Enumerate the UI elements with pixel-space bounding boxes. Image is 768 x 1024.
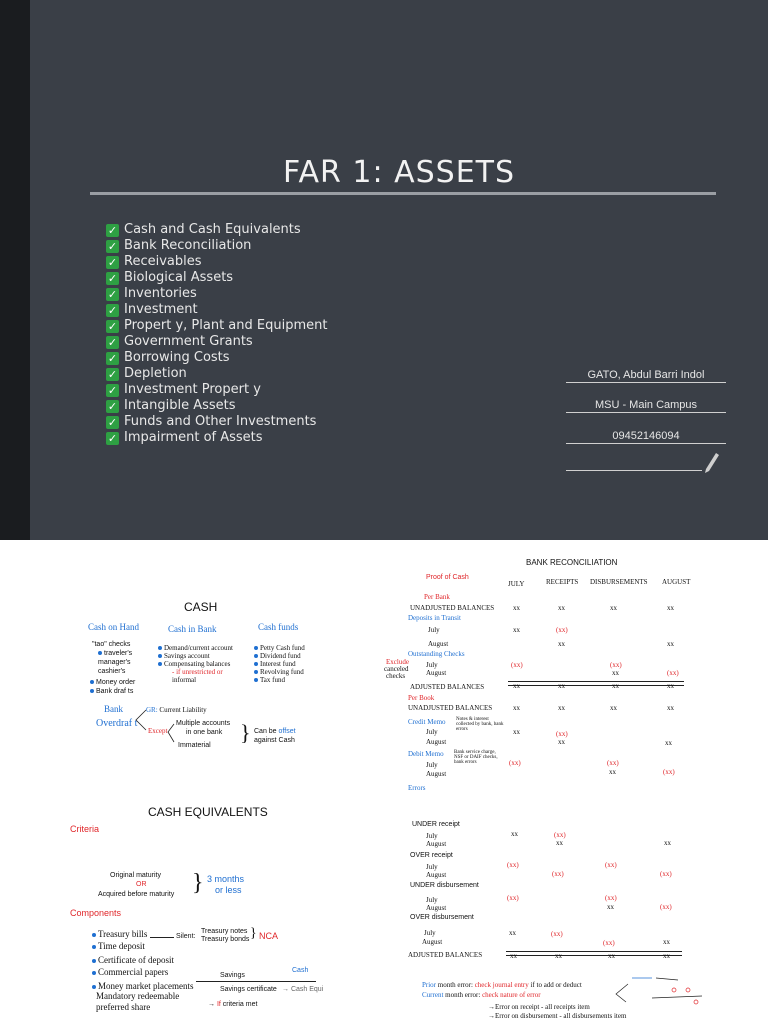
row-label: August — [422, 938, 443, 946]
topic-item: ✓ Propert y, Plant and Equipment — [107, 318, 328, 333]
cell: xx — [558, 604, 565, 612]
savings-line — [196, 981, 316, 982]
cash-label: Cash — [292, 967, 309, 974]
total-rule — [508, 681, 684, 686]
overdraft-label: Overdraf t — [96, 718, 138, 729]
silent-label: Silent: — [176, 933, 196, 940]
row-label: August — [426, 669, 447, 677]
cell: (xx) — [556, 626, 568, 634]
cell: xx — [556, 839, 563, 847]
cell: xx — [558, 640, 565, 648]
cell: xx — [558, 682, 565, 690]
in-bank-list: Demand/current account Savings account Compensating balances - if unrestricted or informal — [158, 644, 233, 684]
brace: } — [240, 720, 251, 745]
signature-line — [566, 470, 702, 471]
cell: xx — [558, 704, 565, 712]
notes-page — [0, 540, 768, 1024]
components-list: Treasury bills Time deposit Certificate of deposit Commercial papers Money market placements — [92, 928, 193, 992]
cell: (xx) — [551, 930, 563, 938]
cell: xx — [607, 903, 614, 911]
row-label: July — [428, 626, 440, 634]
col-august: AUGUST — [662, 578, 691, 586]
outstanding-checks: Outstanding Checks — [408, 650, 465, 658]
cell: xx — [667, 682, 674, 690]
cell: xx — [667, 640, 674, 648]
nca-label: NCA — [259, 931, 279, 941]
title-slide — [30, 0, 768, 540]
cell: xx — [663, 952, 670, 960]
cell: (xx) — [605, 861, 617, 869]
under-disbursement: UNDER disbursement — [410, 882, 479, 889]
check-mark-icon: ✓ — [107, 223, 118, 237]
cell: xx — [513, 728, 520, 736]
cell: xx — [608, 952, 615, 960]
topic-item: ✓ Bank Reconciliation — [107, 238, 252, 253]
deposits-in-transit: Deposits in Transit — [408, 614, 461, 622]
cash-title: CASH — [184, 600, 218, 614]
check-mark-icon: ✓ — [107, 319, 118, 333]
or-less: or less — [215, 885, 242, 895]
cell: (xx) — [507, 861, 519, 869]
cell: xx — [511, 830, 518, 838]
over-disbursement: OVER disbursement — [410, 914, 474, 921]
cell: (xx) — [605, 894, 617, 902]
row-label: July — [426, 896, 438, 904]
credit-memo-note: Notes & interest collected by bank, bank errors — [456, 717, 504, 732]
cell: (xx) — [556, 730, 568, 738]
cell: (xx) — [667, 669, 679, 677]
cell: xx — [513, 682, 520, 690]
if-criteria: → If criteria met — [208, 1001, 258, 1008]
row-label: July — [426, 661, 438, 669]
cell: xx — [665, 739, 672, 747]
cell: (xx) — [507, 894, 519, 902]
cash-on-hand-heading: Cash on Hand — [88, 622, 139, 632]
row-label: August — [426, 738, 447, 746]
topic-item: ✓ Investment — [107, 302, 198, 317]
cell: (xx) — [663, 768, 675, 776]
cell: xx — [609, 768, 616, 776]
unadjusted-book: UNADJUSTED BALANCES — [408, 704, 493, 712]
criteria-label: Criteria — [70, 824, 100, 834]
check-mark-icon: ✓ — [107, 255, 118, 269]
cash-in-bank-heading: Cash in Bank — [168, 624, 217, 634]
row-label: July — [426, 728, 438, 736]
in-one-bank: in one bank — [186, 729, 223, 736]
cell: xx — [664, 839, 671, 847]
against-cash: against Cash — [254, 737, 295, 744]
proof-of-cash: Proof of Cash — [426, 574, 469, 581]
disbursement-error-note: →Error on disbursement - all disbursements item — [488, 1012, 627, 1020]
treasury-notes: Treasury notes — [201, 928, 248, 935]
topic-item: ✓ Biological Assets — [107, 270, 234, 285]
canceled-label: canceled — [384, 665, 409, 673]
cell: xx — [555, 952, 562, 960]
topic-item: ✓ Government Grants — [107, 334, 253, 349]
cell: (xx) — [603, 939, 615, 947]
prior-note: Prior month error: check journal entry if to add or deduct — [422, 981, 582, 989]
row-label: August — [426, 904, 447, 912]
pen-icon — [704, 452, 720, 472]
cash-funds-list: Petty Cash fund Dividend fund Interest fund Revolving fund Tax fund — [254, 644, 305, 684]
check-mark-icon: ✓ — [107, 271, 118, 285]
row-label: August — [426, 770, 447, 778]
topic-item: ✓ Receivables — [107, 254, 202, 269]
check-mark-icon: ✓ — [107, 431, 118, 445]
check-mark-icon: ✓ — [107, 383, 118, 397]
check-mark-icon: ✓ — [107, 335, 118, 349]
adjusted-book: ADJUSTED BALANCES — [408, 951, 483, 959]
three-months: 3 months — [207, 874, 245, 884]
bank-label: Bank — [104, 704, 123, 714]
current-note: Current month error: check nature of error — [422, 991, 541, 999]
cash-equi-label: → Cash Equi — [282, 986, 324, 993]
exclude-label: Exclude — [386, 658, 409, 666]
row-label: July — [426, 832, 438, 840]
overdraft-branches — [134, 708, 182, 750]
on-hand-list: "tao" checks traveler's manager's cashier's Money order Bank draf ts — [92, 641, 136, 695]
cell: (xx) — [509, 759, 521, 767]
check-mark-icon: ✓ — [107, 415, 118, 429]
topic-item: ✓ Inventories — [107, 286, 197, 301]
cell: xx — [509, 929, 516, 937]
cell: xx — [558, 738, 565, 746]
cell: (xx) — [660, 903, 672, 911]
title-divider — [90, 192, 716, 195]
check-mark-icon: ✓ — [107, 287, 118, 301]
cash-funds-heading: Cash funds — [258, 622, 299, 632]
topic-item: ✓ Borrowing Costs — [107, 350, 230, 365]
col-july: JULY — [508, 580, 525, 588]
row-label: August — [426, 871, 447, 879]
acquired-before: Acquired before maturity — [98, 891, 175, 898]
cell: xx — [513, 604, 520, 612]
check-mark-icon: ✓ — [107, 367, 118, 381]
cell: (xx) — [511, 661, 523, 669]
over-receipt: OVER receipt — [410, 852, 453, 859]
components-label: Components — [70, 908, 122, 918]
or-label: OR — [136, 881, 147, 888]
cell: xx — [612, 669, 619, 677]
check-mark-icon: ✓ — [107, 303, 118, 317]
per-book: Per Book — [408, 694, 435, 702]
credit-memo: Credit Memo — [408, 718, 446, 726]
campus-name: MSU - Main Campus — [566, 399, 726, 413]
row-label: July — [424, 929, 436, 937]
check-mark-icon: ✓ — [107, 399, 118, 413]
offset-note: Can be offset — [254, 728, 296, 735]
topic-list — [106, 222, 327, 446]
check-mark-icon: ✓ — [107, 351, 118, 365]
gr-note: GR: Current Liability — [146, 706, 207, 714]
cell: xx — [667, 704, 674, 712]
row-label: July — [426, 761, 438, 769]
topic-item: ✓ Cash and Cash Equivalents — [107, 222, 301, 237]
cell: (xx) — [610, 661, 622, 669]
cell: xx — [513, 626, 520, 634]
cell: (xx) — [660, 870, 672, 878]
immaterial-label: Immaterial — [178, 742, 211, 749]
cash-equivalents-title: CASH EQUIVALENTS — [148, 805, 268, 819]
error-flow-diagram — [612, 968, 722, 1010]
cell: xx — [513, 704, 520, 712]
receipt-error-note: →Error on receipt - all receipts item — [488, 1003, 590, 1011]
multiple-accounts: Multiple accounts — [176, 720, 231, 727]
original-maturity: Original maturity — [110, 872, 161, 879]
row-label: August — [426, 840, 447, 848]
savings-label: Savings — [220, 972, 245, 979]
criteria-brace: } — [192, 870, 204, 896]
debit-memo-note: Bank service charge, NSF or DAIF checks, bank errors — [454, 750, 498, 765]
col-disbursements: DISBURSEMENTS — [590, 578, 648, 586]
row-label: August — [428, 640, 449, 648]
errors-label: Errors — [408, 784, 426, 792]
phone-number: 09452146094 — [566, 430, 726, 444]
cell: (xx) — [552, 870, 564, 878]
nca-brace: } — [250, 926, 257, 941]
col-receipts: RECEIPTS — [546, 578, 579, 586]
cell: xx — [510, 952, 517, 960]
mandatory-item: Mandatory redeemable preferred share — [96, 991, 180, 1012]
cell: xx — [610, 704, 617, 712]
cell: xx — [667, 604, 674, 612]
topic-item: ✓ Funds and Other Investments — [107, 414, 317, 429]
except-label: Except — [148, 727, 168, 735]
connector-line — [150, 937, 174, 938]
row-label: July — [426, 863, 438, 871]
slide-title: FAR 1: ASSETS — [282, 155, 516, 190]
topic-item: ✓ Intangible Assets — [107, 398, 236, 413]
debit-memo: Debit Memo — [408, 750, 444, 758]
treasury-bonds: Treasury bonds — [201, 936, 250, 943]
adjusted-bank: ADJUSTED BALANCES — [410, 683, 485, 691]
cell: (xx) — [607, 759, 619, 767]
checks-label: checks — [386, 672, 406, 680]
check-mark-icon: ✓ — [107, 239, 118, 253]
author-name: GATO, Abdul Barri Indol — [566, 369, 726, 383]
savings-certificate: Savings certificate — [220, 986, 277, 993]
bank-recon-title: BANK RECONCILIATION — [526, 558, 618, 567]
topic-item: ✓ Investment Propert y — [107, 382, 261, 397]
topic-item: ✓ Depletion — [107, 366, 187, 381]
under-receipt: UNDER receipt — [412, 821, 460, 828]
cell: xx — [612, 682, 619, 690]
cell: xx — [663, 938, 670, 946]
topic-item: ✓ Impairment of Assets — [107, 430, 263, 445]
unadjusted-bank: UNADJUSTED BALANCES — [410, 604, 495, 612]
cell: xx — [610, 604, 617, 612]
per-bank: Per Bank — [424, 593, 450, 601]
cell: (xx) — [554, 831, 566, 839]
total-rule — [506, 951, 682, 956]
